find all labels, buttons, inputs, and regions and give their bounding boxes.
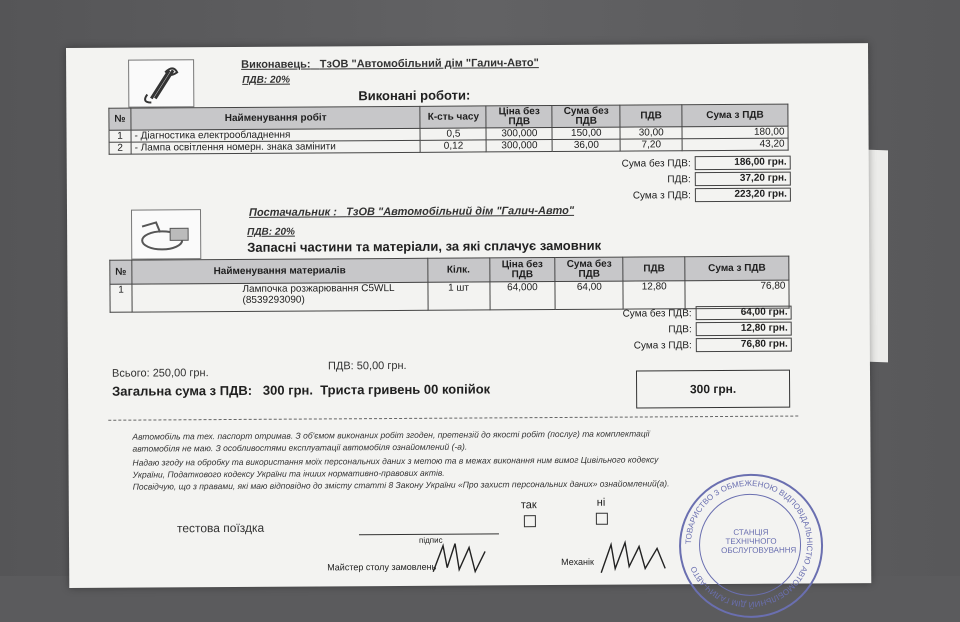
tools-logo-icon xyxy=(128,59,194,107)
parts-header: Сума з ПДВ xyxy=(685,256,789,281)
fine-print-line: Посвідчую, що з правами, які маю відповідно до змісту статті 8 Закону України «Про захист персональних даних» ознайомлений(а). xyxy=(132,478,670,492)
works-title: Виконані роботи: xyxy=(358,87,471,104)
table-row: 2 - Лампа освітлення номерн. знака замінити 0,12 300,000 36,00 7,20 43,20 xyxy=(109,138,788,154)
parts-header: Кілк. xyxy=(427,258,489,282)
company-stamp-icon xyxy=(679,473,824,618)
fine-print-line: Надаю згоду на обробку та використання моїх персональних даних з метою та в межах виконання ним вимог Цивільного кодексу xyxy=(132,454,659,468)
boxed-total: 300 грн. xyxy=(636,370,790,409)
parts-vat-label: ПДВ: xyxy=(668,324,692,336)
fine-print-line: України, Податкового кодексу України та інших нормативно-правових актів. xyxy=(132,467,445,480)
supplier-name: ТзОВ "Автомобільний дім "Галич-Авто" xyxy=(346,204,575,219)
mechanic-signature-icon xyxy=(599,538,689,579)
parts-logo-icon xyxy=(131,209,201,259)
invoice-sheet xyxy=(66,43,871,609)
parts-header: Ціна без ПДВ xyxy=(489,258,555,282)
handwritten-signature-icon xyxy=(429,537,509,577)
no-checkbox[interactable] xyxy=(596,513,608,525)
table-row: 1 Лампочка розжарювання C5WLL (8539293090) 1 шт 64,000 64,00 12,80 76,80 xyxy=(110,280,789,312)
parts-total-value: 64,00 грн. xyxy=(696,306,792,321)
parts-header: Сума без ПДВ xyxy=(555,257,623,281)
supplier-vat: ПДВ: 20% xyxy=(247,226,295,238)
no-label: ні xyxy=(596,496,606,509)
works-header: Сума з ПДВ xyxy=(682,104,788,127)
parts-vat-value: 12,80 грн. xyxy=(696,322,792,337)
works-total-vat-value: 223,20 грн. xyxy=(695,188,791,203)
parts-table xyxy=(109,256,789,313)
fine-print-line: Автомобіль та тех. паспорт отримав. З об'ємом виконаних робіт згоден, претензій до якості робіт (послуг) та комплектації xyxy=(132,428,650,442)
separator xyxy=(108,416,798,421)
signature-caption: підпис xyxy=(418,535,443,545)
works-header: Найменування робіт xyxy=(131,106,421,130)
test-drive-label: тестова поїздка xyxy=(176,520,265,536)
parts-header: ПДВ xyxy=(623,257,685,281)
parts-title: Запасні частини та матеріали, за які сплачує замовник xyxy=(247,237,602,255)
works-total-value: 186,00 грн. xyxy=(695,156,791,171)
total-vat: ПДВ: 50,00 грн. xyxy=(327,359,407,373)
works-header: Ціна без ПДВ xyxy=(486,106,552,128)
works-header: № xyxy=(109,108,131,130)
master-label: Майстер столу замовлень xyxy=(327,561,437,573)
works-vat-label: ПДВ: xyxy=(667,174,691,186)
works-header: Сума без ПДВ xyxy=(552,105,620,127)
fine-print-line: автомобіля не маю. З особливостями експлуатації автомобіля ознайомлений (-а). xyxy=(132,441,468,454)
works-total-vat-label: Сума з ПДВ: xyxy=(632,190,691,202)
parts-header: № xyxy=(110,260,132,284)
supplier-label: Постачальник : xyxy=(248,206,337,219)
contractor-label: Виконавець: xyxy=(241,58,311,71)
stamp-center-text: СТАНЦІЯ ТЕХНІЧНОГО ОБСЛУГОВУВАННЯ xyxy=(721,527,797,556)
works-table xyxy=(108,104,788,155)
parts-total-label: Сума без ПДВ: xyxy=(622,308,692,320)
parts-header: Найменування материалів xyxy=(132,258,428,284)
yes-checkbox[interactable] xyxy=(524,515,536,527)
part-code: (8539293090) xyxy=(242,294,305,306)
grand-total: Загальна сума з ПДВ: 300 грн. Триста гривень 00 копійок xyxy=(112,381,491,399)
yes-label: так xyxy=(520,499,537,512)
total-without-vat: Всього: 250,00 грн. xyxy=(111,367,209,380)
mechanic-label: Механік xyxy=(561,556,594,567)
parts-total-vat-value: 76,80 грн. xyxy=(696,338,792,353)
works-total-label: Сума без ПДВ: xyxy=(621,158,691,170)
table-row: 1 - Діагностика електрообладнення 0,5 300,000 150,00 30,00 180,00 xyxy=(109,126,788,142)
parts-total-vat-label: Сума з ПДВ: xyxy=(633,340,692,352)
works-header: К-сть часу xyxy=(420,106,486,128)
part-name: Лампочка розжарювання C5WLL xyxy=(242,282,395,295)
works-header: ПДВ xyxy=(620,105,682,127)
stamp-outer-text: ТОВАРИСТВО З ОБМЕЖЕНОЮ ВІДПОВІДАЛЬНІСТЮ АВТОМОБІЛЬНИЙ ДІМ ГАЛИЧ-АВТО xyxy=(684,478,815,609)
contractor-name: ТзОВ "Автомобільний дім "Галич-Авто" xyxy=(319,57,539,71)
contractor-vat: ПДВ: 20% xyxy=(242,74,290,86)
works-vat-value: 37,20 грн. xyxy=(695,172,791,187)
